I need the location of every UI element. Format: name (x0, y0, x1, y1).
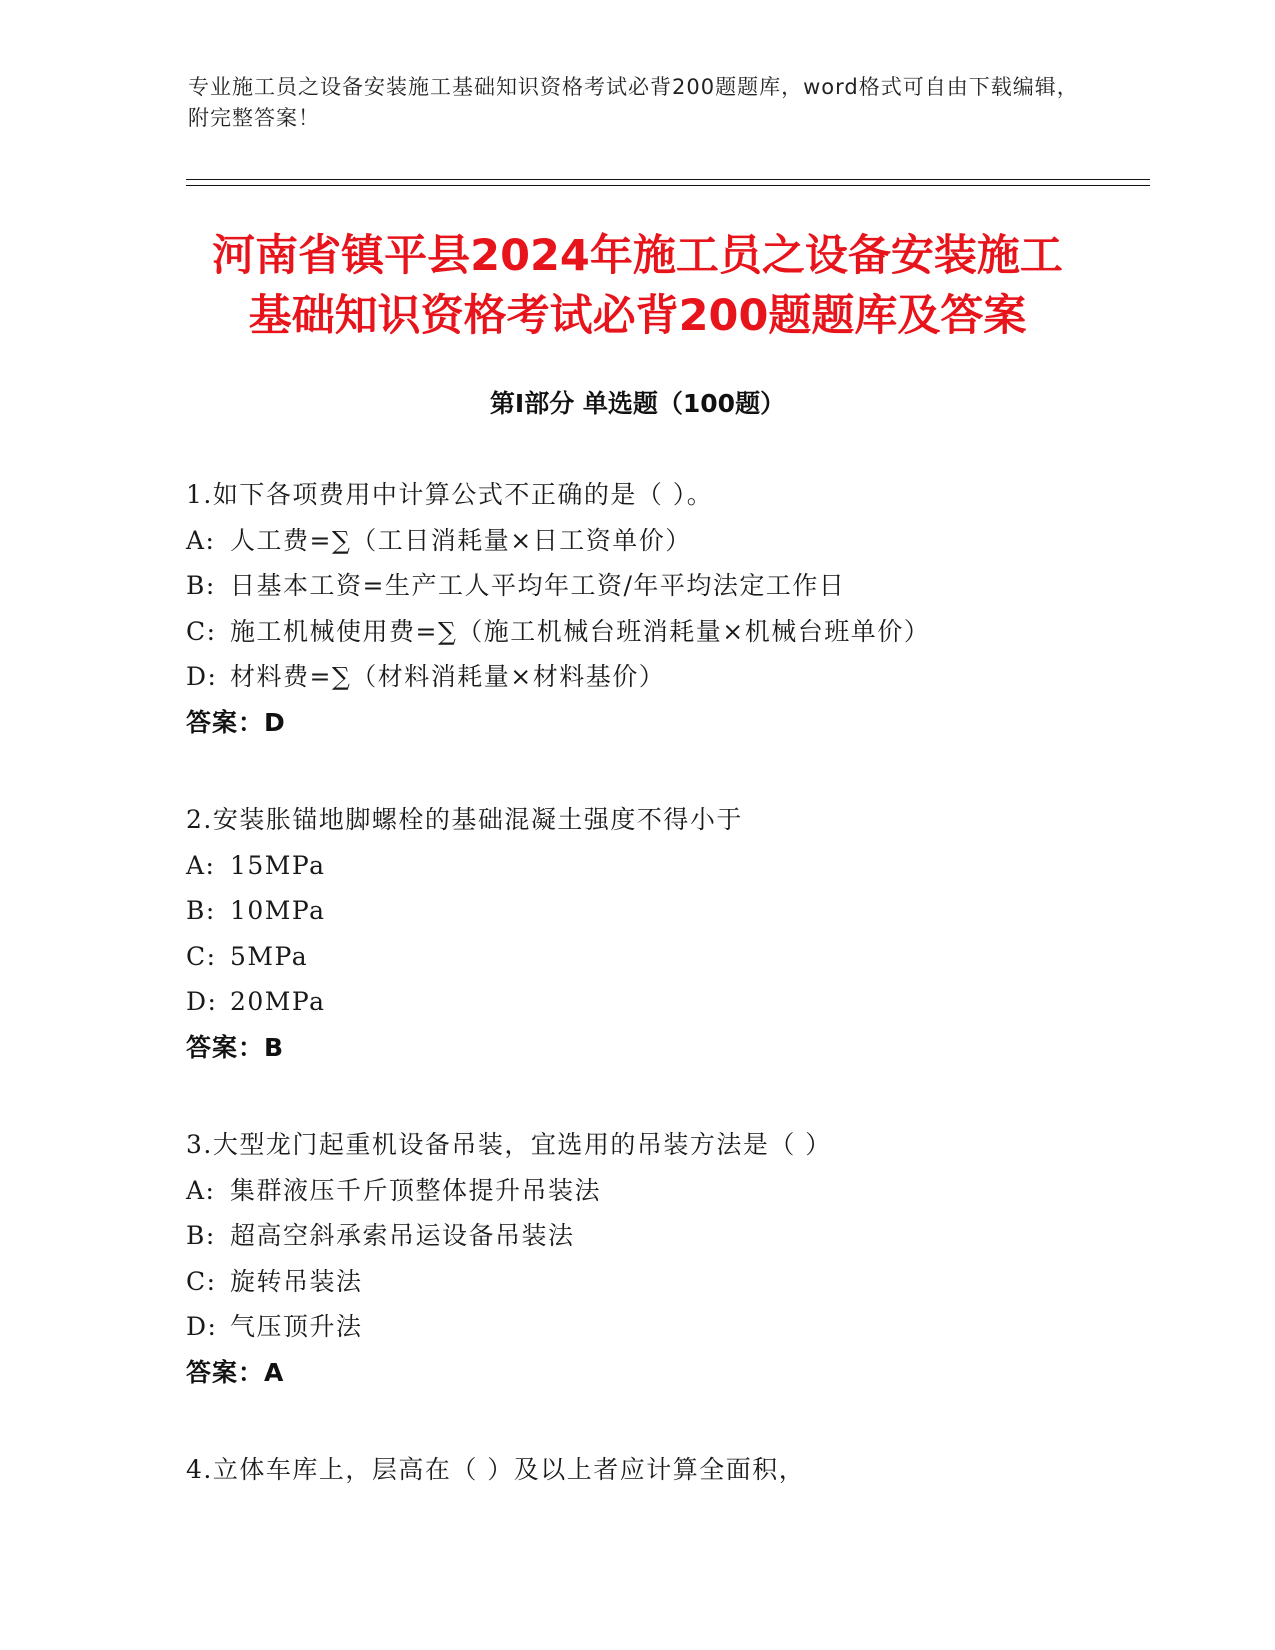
option-d (186, 654, 1146, 700)
option-key: C: (186, 941, 217, 971)
option-a (186, 1168, 1146, 1214)
answer-line: 答案：D (186, 707, 286, 737)
option-text: 材料费=∑（材料消耗量×材料基价） (230, 662, 666, 691)
option-text: 施工机械使用费=∑（施工机械台班消耗量×机械台班单价） (230, 616, 931, 646)
question-stem: 4.立体车库上，层高在（ ）及以上者应计算全面积， (186, 1455, 806, 1484)
option-key: D: (186, 987, 218, 1016)
option-text: 日基本工资=生产工人平均年工资/年平均法定工作日 (230, 571, 846, 600)
option-c (186, 934, 1146, 980)
answer-line: 答案：B (186, 1032, 285, 1062)
answer-line: 答案：A (186, 1357, 285, 1387)
question-2 (186, 797, 1146, 1070)
option-key: D: (186, 662, 218, 691)
option-d (186, 1304, 1146, 1350)
option-key: B: (186, 896, 216, 925)
option-text: 人工费=∑（工日消耗量×日工资单价） (230, 525, 692, 555)
option-text: 超高空斜承索吊运设备吊装法 (230, 1221, 575, 1250)
option-text: 15MPa (230, 850, 326, 880)
option-key: B: (186, 1221, 216, 1250)
option-b (186, 888, 1146, 934)
question-list (186, 472, 1146, 1545)
option-text: 旋转吊装法 (230, 1266, 363, 1296)
option-c (186, 1259, 1146, 1305)
option-a (186, 518, 1146, 564)
option-text: 集群液压千斤顶整体提升吊装法 (230, 1175, 602, 1205)
question-3 (186, 1122, 1146, 1395)
question-stem: 1.如下各项费用中计算公式不正确的是（ ）。 (186, 480, 714, 509)
option-b (186, 563, 1146, 609)
option-key: A: (186, 850, 216, 880)
title-line-2: 基础知识资格考试必背200题题库及答案 (248, 291, 1027, 341)
option-b (186, 1213, 1146, 1259)
option-d (186, 979, 1146, 1025)
option-key: A: (186, 1175, 216, 1205)
header-divider-bottom (186, 185, 1150, 186)
option-key: A: (186, 525, 216, 555)
option-text: 20MPa (230, 987, 326, 1016)
option-key: C: (186, 1266, 217, 1296)
question-4 (186, 1447, 1146, 1493)
question-1 (186, 472, 1146, 745)
option-text: 5MPa (230, 941, 309, 971)
option-key: D: (186, 1312, 218, 1341)
question-stem: 2.安装胀锚地脚螺栓的基础混凝土强度不得小于 (186, 805, 743, 834)
header-note: 专业施工员之设备安装施工基础知识资格考试必背200题题库，word格式可自由下载编辑，附完整答案！ (188, 75, 1079, 130)
header-divider-top (186, 179, 1150, 180)
option-c (186, 609, 1146, 655)
option-text: 气压顶升法 (230, 1312, 363, 1341)
option-key: B: (186, 571, 216, 600)
title-line-1: 河南省镇平县2024年施工员之设备安装施工 (212, 231, 1063, 281)
option-a (186, 843, 1146, 889)
option-text: 10MPa (230, 896, 326, 925)
question-stem: 3.大型龙门起重机设备吊装，宜选用的吊装方法是（ ） (186, 1130, 832, 1159)
option-key: C: (186, 616, 217, 646)
section-heading: 第Ⅰ部分 单选题（100题） (489, 389, 786, 418)
document-title (150, 226, 1125, 346)
